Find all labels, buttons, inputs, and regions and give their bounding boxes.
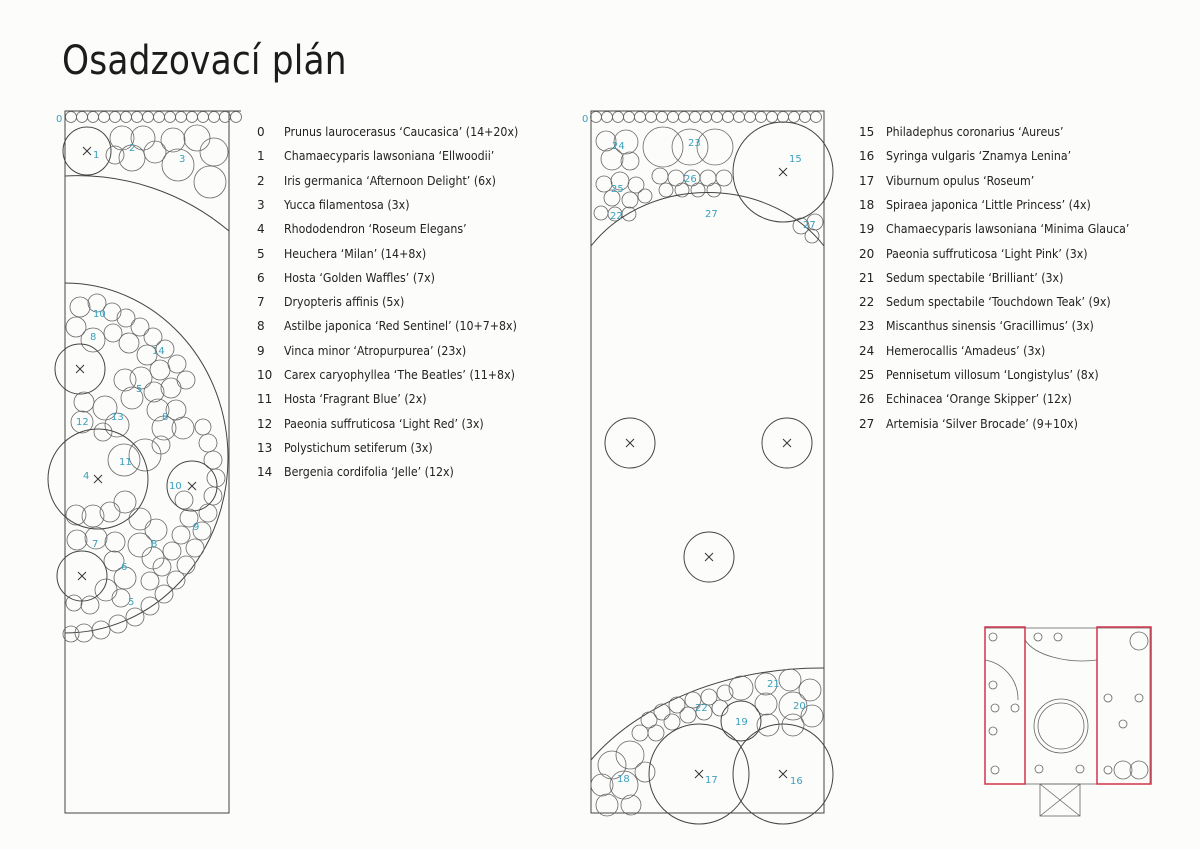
plant-number-label: 21: [767, 679, 780, 690]
cluster-3: [161, 125, 228, 198]
cluster-bottom-right: [591, 669, 823, 816]
plant-number-label: 22: [695, 703, 708, 714]
legend-number: 21: [859, 270, 875, 285]
plant-number-label: 20: [793, 701, 806, 712]
plant-number-label: 13: [111, 412, 124, 423]
plant-number-label: 8: [90, 332, 97, 343]
legend-number: 16: [859, 149, 875, 164]
legend-plant-name: Prunus laurocerasus ‘Caucasica’ (14+20x): [284, 125, 519, 139]
left-bed: [48, 111, 242, 813]
plant-number-label: 12: [76, 417, 89, 428]
plant-number-label: 10: [93, 309, 106, 320]
legend-number: 10: [257, 368, 273, 382]
legend-number: 24: [859, 343, 875, 358]
legend-plant-name: Hemerocallis ‘Amadeus’ (3x): [886, 343, 1046, 358]
legend-plant-name: Paeonia suffruticosa ‘Light Red’ (3x): [284, 416, 484, 431]
legend-plant-name: Spiraea japonica ‘Little Princess’ (4x): [886, 197, 1091, 212]
plant-number-label: 6: [121, 562, 128, 573]
legend-number: 9: [257, 343, 265, 358]
right-bed: [582, 111, 833, 824]
legend-number: 19: [859, 222, 875, 237]
legend-number: 8: [257, 319, 265, 334]
legend-plant-name: Sedum spectabile ‘Brilliant’ (3x): [886, 270, 1064, 285]
cluster-top-right: [594, 127, 823, 243]
legend-plant-name: Astilbe japonica ‘Red Sentinel’ (10+7+8x): [284, 319, 517, 334]
legend-plant-name: Rhododendron ‘Roseum Elegans’: [284, 222, 467, 237]
plant-number-label: 26: [684, 174, 697, 185]
legend-number: 12: [257, 416, 273, 431]
hedge-row-left: [66, 112, 242, 123]
plant-number-label: 8: [162, 412, 169, 423]
legend-number: 20: [859, 246, 875, 261]
plant-number-label: 8: [151, 539, 158, 550]
legend-plant-name: Pennisetum villosum ‘Longistylus’ (8x): [886, 368, 1099, 382]
legend-number: 18: [859, 197, 875, 212]
legend-number: 11: [257, 392, 273, 407]
plant-number-label: 7: [92, 539, 99, 550]
legend-number: 4: [257, 222, 265, 237]
legend-plant-name: Hosta ‘Golden Waffles’ (7x): [284, 270, 435, 285]
legend-plant-name: Bergenia cordifolia ‘Jelle’ (12x): [284, 465, 454, 480]
legend-plant-name: Hosta ‘Fragrant Blue’ (2x): [284, 392, 427, 407]
legend-plant-name: Chamaecyparis lawsoniana ‘Ellwoodii’: [284, 149, 495, 164]
legend-plant-name: Paeonia suffruticosa ‘Light Pink’ (3x): [886, 246, 1088, 261]
highlight-right-bed: [1097, 627, 1151, 784]
legend-plant-name: Heuchera ‘Milan’ (14+8x): [284, 246, 427, 261]
highlight-left-bed: [985, 627, 1025, 784]
legend-plant-name: Syringa vulgaris ‘Znamya Lenina’: [886, 149, 1072, 164]
legend-plant-name: Carex caryophyllea ‘The Beatles’ (11+8x): [284, 368, 515, 382]
key-map: [985, 627, 1151, 816]
hedge-row-right: [591, 112, 822, 123]
plant-number-label: 27: [705, 209, 718, 220]
plant-number-label: 23: [688, 138, 701, 149]
plant-number-label: 5: [128, 597, 135, 608]
plant-number-label: 1: [93, 150, 100, 161]
legend-plant-name: Echinacea ‘Orange Skipper’ (12x): [886, 392, 1072, 407]
plant-number-label: 4: [83, 471, 90, 482]
plant-number-label: 11: [119, 457, 132, 468]
legend-number: 13: [257, 440, 273, 455]
legend-number: 5: [257, 246, 265, 261]
plant-number-label: 16: [790, 776, 803, 787]
legend-plant-name: Yucca filamentosa (3x): [284, 197, 410, 212]
legend-number: 2: [257, 173, 265, 188]
plant-number-label: 17: [705, 775, 718, 786]
legend-number: 27: [859, 416, 875, 431]
plant-number-label: 10: [169, 481, 182, 492]
plant-number-label: 18: [617, 774, 630, 785]
legend-number: 14: [257, 465, 273, 480]
plant-number-label: 25: [611, 184, 624, 195]
legend-number: 22: [859, 295, 875, 310]
plant-number-label: 19: [735, 717, 748, 728]
plant-number-label: 5: [136, 384, 143, 395]
legend-plant-name: Viburnum opulus ‘Roseum’: [886, 173, 1035, 188]
plant-number-label: 27: [803, 220, 816, 231]
plant-number-label: 9: [193, 522, 200, 533]
legend-number: 3: [257, 197, 265, 212]
legend-plant-name: Artemisia ‘Silver Brocade’ (9+10x): [886, 416, 1078, 431]
legend-number: 23: [859, 319, 875, 334]
plant-number-label: 15: [789, 154, 802, 165]
legend-plant-name: Chamaecyparis lawsoniana ‘Minima Glauca’: [886, 222, 1130, 237]
legend-number: 17: [859, 173, 875, 188]
plant-number-label: 2: [129, 143, 136, 154]
legend-plant-name: Iris germanica ‘Afternoon Delight’ (6x): [284, 173, 496, 188]
legend-plant-name: Vinca minor ‘Atropurpurea’ (23x): [284, 343, 467, 358]
cluster-2: [106, 126, 166, 171]
plant-number-label: 0: [56, 114, 63, 125]
shrub-mass-left: [63, 294, 225, 642]
legend-plant-name: Philadephus coronarius ‘Aureus’: [886, 125, 1064, 139]
legend-number: 0: [257, 125, 265, 139]
plant-number-label: 0: [582, 114, 589, 125]
legend-number: 1: [257, 149, 265, 164]
legend-plant-name: Sedum spectabile ‘Touchdown Teak’ (9x): [886, 295, 1111, 310]
legend-number: 25: [859, 368, 875, 382]
plant-number-label: 22: [610, 211, 623, 222]
page-title: Osadzovací plán: [62, 38, 347, 84]
plant-number-label: 3: [179, 154, 186, 165]
legend-number: 26: [859, 392, 875, 407]
plant-number-label: 14: [152, 346, 165, 357]
plant-number-label: 24: [612, 141, 625, 152]
legend-number: 6: [257, 270, 265, 285]
legend-plant-name: Dryopteris affinis (5x): [284, 295, 405, 310]
legend-plant-name: Miscanthus sinensis ‘Gracillimus’ (3x): [886, 319, 1094, 334]
legend-number: 7: [257, 295, 265, 310]
legend-number: 15: [859, 125, 875, 139]
legend-plant-name: Polystichum setiferum (3x): [284, 440, 433, 455]
